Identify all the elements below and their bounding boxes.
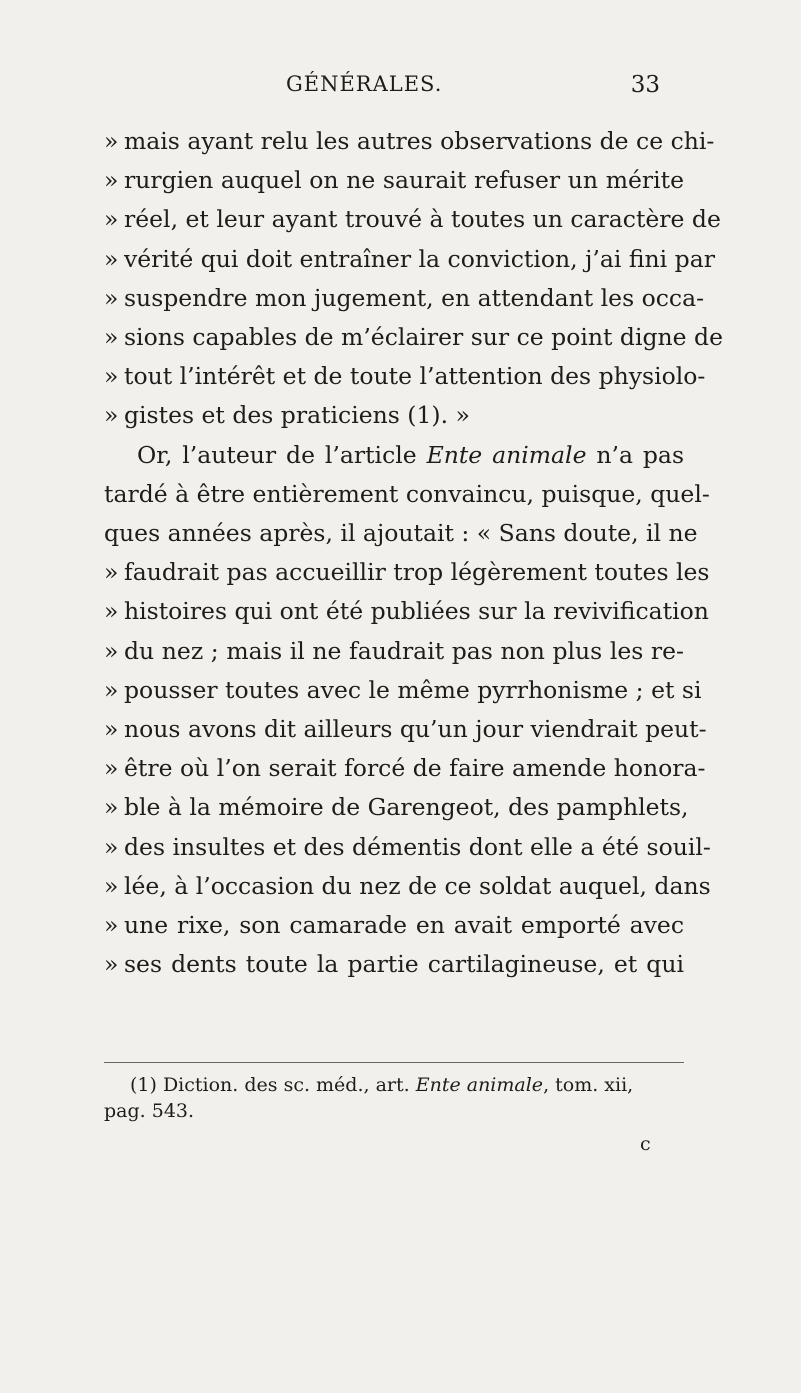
signature-mark: c	[640, 1133, 651, 1155]
text-line: » suspendre mon jugement, en attendant les occa-	[104, 279, 684, 318]
quote-mark: »	[104, 636, 119, 665]
quote-mark: »	[104, 715, 119, 744]
quote-mark: »	[104, 244, 119, 273]
text-line: » vérité qui doit entraîner la conviction, j’ai fini par	[104, 240, 684, 279]
text-line: » nous avons dit ailleurs qu’un jour viendrait peut-	[104, 710, 684, 749]
quote-mark: »	[104, 205, 119, 234]
text-line: » ses dents toute la partie cartilagineuse, et qui	[104, 945, 684, 984]
page-header	[140, 72, 660, 108]
text-line: » sions capables de m’éclairer sur ce point digne de	[104, 318, 684, 357]
text-line: » être où l’on serait forcé de faire amende honora-	[104, 749, 684, 788]
text-line: » des insultes et des démentis dont elle a été souil-	[104, 828, 684, 867]
quote-mark: »	[104, 166, 119, 195]
running-title: GÉNÉRALES.	[286, 72, 443, 96]
text-line: tardé à être entièrement convaincu, puisque, quel-	[104, 479, 710, 508]
text-line: Or, l’auteur de l’article Ente animale n’a pas	[137, 440, 685, 469]
footnote-divider	[104, 1062, 684, 1063]
text-line: » faudrait pas accueillir trop légèrement toutes les	[104, 553, 684, 592]
quote-mark: »	[104, 832, 119, 861]
quote-mark: »	[104, 675, 119, 704]
page-number: 33	[630, 72, 660, 98]
footnote-work-title: Ente animale	[415, 1074, 544, 1096]
work-title: Ente animale	[426, 440, 587, 469]
quote-mark: »	[104, 911, 119, 940]
text-line: » réel, et leur ayant trouvé à toutes un caractère de	[104, 200, 684, 239]
quote-mark: »	[104, 323, 119, 352]
text-line: » ble à la mémoire de Garengeot, des pamphlets,	[104, 788, 684, 827]
quote-mark: »	[104, 401, 119, 430]
quote-mark: »	[104, 871, 119, 900]
text-line: » une rixe, son camarade en avait emporté avec	[104, 906, 684, 945]
text-line: » pousser toutes avec le même pyrrhonisme ; et si	[104, 671, 684, 710]
quote-mark: »	[104, 597, 119, 626]
quote-mark: »	[104, 754, 119, 783]
quote-mark: »	[104, 793, 119, 822]
body-text	[104, 122, 723, 984]
text-line: » mais ayant relu les autres observations de ce chi-	[104, 122, 684, 161]
quote-mark: »	[104, 127, 119, 155]
text-line: » histoires qui ont été publiées sur la revivification	[104, 592, 684, 631]
text-line: » du nez ; mais il ne faudrait pas non plus les re-	[104, 632, 684, 671]
footnote-line: (1) Diction. des sc. méd., art. Ente animale, tom. xii,	[130, 1074, 634, 1096]
footnote-line: pag. 543.	[104, 1100, 195, 1122]
quote-mark: »	[104, 950, 119, 979]
text-line: » tout l’intérêt et de toute l’attention des physiolo-	[104, 357, 684, 396]
text-line: » rurgien auquel on ne saurait refuser un mérite	[104, 161, 684, 200]
quote-mark: »	[104, 283, 119, 312]
text-line: » gistes et des praticiens (1). »	[104, 396, 684, 435]
quote-mark: »	[104, 558, 119, 587]
footnote	[104, 1072, 684, 1124]
quote-mark: »	[104, 362, 119, 391]
text-line: ques années après, il ajoutait : « Sans doute, il ne	[104, 519, 698, 548]
text-line: » lée, à l’occasion du nez de ce soldat auquel, dans	[104, 867, 684, 906]
